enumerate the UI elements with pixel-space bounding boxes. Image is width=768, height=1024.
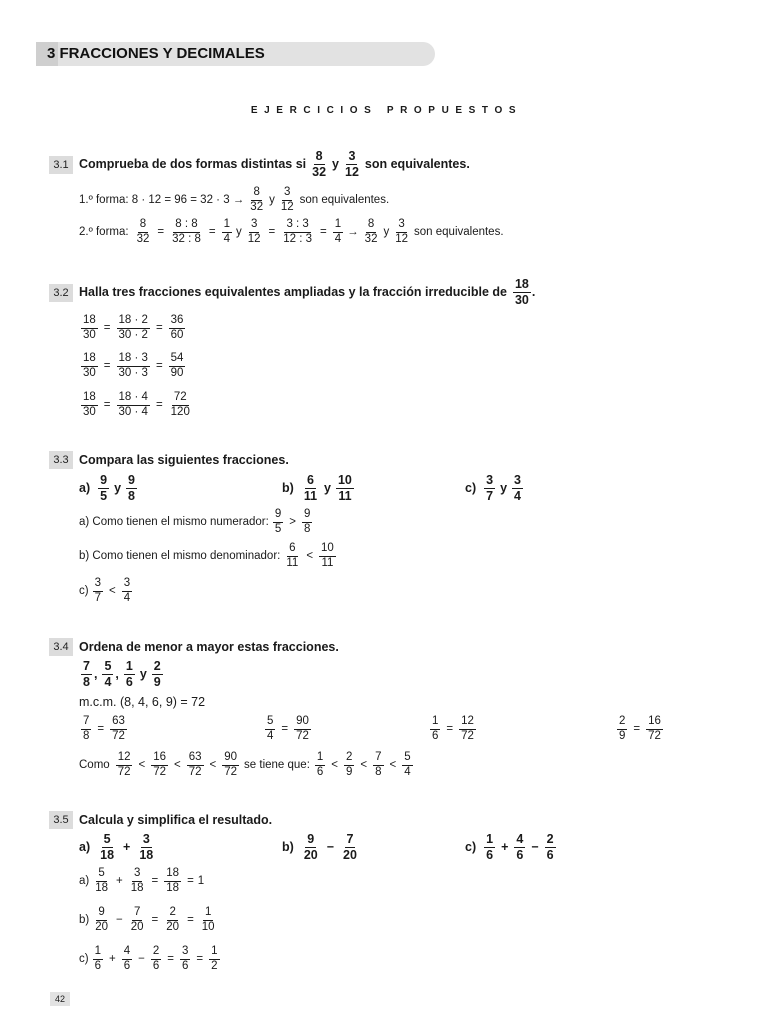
math-operator: = — [320, 226, 327, 238]
numerator: 3 — [396, 219, 406, 233]
numerator: 8 — [315, 149, 323, 163]
converted-fraction — [428, 716, 478, 742]
math-operator: + — [116, 875, 123, 887]
math-operator: − — [326, 840, 335, 854]
math-operator: = — [155, 322, 163, 334]
fraction — [302, 474, 319, 502]
numerator: 5 — [265, 716, 275, 730]
numerator: 12 — [116, 752, 133, 766]
solution-line: 1.º forma: 8 · 12 = 96 = 32 · 3 → $\frac{8}{32}$ y $\frac{3}{12}$ son equivalentes. — [79, 186, 390, 213]
fraction — [116, 752, 133, 778]
fraction — [363, 219, 380, 245]
numerator: 36 — [169, 315, 186, 329]
numerator: 8 : 8 — [173, 219, 199, 233]
fraction — [117, 392, 150, 418]
fraction — [265, 716, 275, 742]
denominator: 12 — [280, 200, 294, 213]
numerator: 9 — [273, 509, 283, 523]
denominator: 20 — [166, 920, 180, 933]
fraction — [81, 353, 98, 379]
numerator: 2 — [344, 752, 354, 766]
fraction — [180, 946, 190, 972]
denominator: 11 — [303, 488, 318, 503]
math-operator: = — [196, 953, 204, 965]
denominator: 20 — [303, 847, 318, 862]
denominator: 12 : 3 — [283, 232, 313, 245]
math-operator: = — [633, 723, 641, 735]
math-operator: + — [123, 840, 131, 854]
math-operator: = — [103, 322, 111, 334]
denominator: 18 — [139, 847, 154, 862]
numerator: 8 — [366, 219, 376, 233]
numerator: 3 — [486, 473, 494, 487]
denominator: 6 — [516, 847, 524, 862]
fraction — [169, 315, 186, 341]
exercise-number: 3.1 — [49, 156, 73, 174]
equivalence-row — [79, 392, 194, 418]
numerator: 9 — [100, 473, 108, 487]
denominator: 4 — [223, 232, 230, 245]
math-operator: < — [389, 759, 397, 771]
fraction — [164, 907, 181, 933]
numerator: 8 — [251, 187, 261, 201]
answer-b: b) Como tienen el mismo denominador: $\frac{6}{11}$ < $\frac{10}{11}$ — [79, 542, 334, 569]
denominator: 72 — [112, 729, 125, 742]
numerator: 1 — [125, 659, 133, 673]
fraction — [315, 752, 325, 778]
numerator: 2 — [546, 832, 554, 846]
numerator: 18 · 4 — [117, 392, 150, 406]
denominator: 8 — [83, 729, 90, 742]
math-operator: < — [174, 759, 181, 771]
denominator: 4 — [267, 729, 274, 742]
denominator: 30 — [83, 405, 96, 418]
denominator: 7 — [94, 591, 101, 604]
denominator: 8 — [128, 488, 135, 503]
denominator: 32 — [312, 164, 327, 179]
math-operator: − — [531, 840, 539, 854]
denominator: 6 — [123, 959, 131, 972]
fraction — [222, 752, 239, 778]
denominator: 72 — [224, 765, 238, 778]
math-operator: = — [103, 360, 111, 372]
fraction — [513, 278, 531, 306]
math-operator: = — [446, 723, 454, 735]
answer-a: a) Como tienen el mismo numerador: $\frac{9}{5}$ > $\frac{9}{8}$ — [79, 508, 311, 535]
numerator: 3 — [180, 946, 190, 960]
numerator: 90 — [294, 716, 311, 730]
denominator: 20 — [130, 920, 144, 933]
fraction — [430, 716, 440, 742]
fraction — [222, 219, 232, 245]
numerator: 18 · 3 — [117, 353, 150, 367]
denominator: 5 — [100, 488, 108, 503]
math-operator: = — [97, 723, 105, 735]
denominator: 32 — [250, 200, 264, 213]
denominator: 10 — [201, 920, 215, 933]
denominator: 11 — [338, 488, 352, 503]
solution-c: c) $\frac{1}{6}$ + $\frac{4}{6}$ − $\frac{2}{6}$ = $\frac{3}{6}$ = $\frac{1}{2}$ — [79, 945, 218, 972]
numerator: 6 — [287, 543, 297, 557]
numerator: 1 — [333, 219, 343, 233]
fraction — [319, 543, 336, 569]
denominator: 6 — [94, 959, 101, 972]
numerator: 3 — [132, 868, 142, 882]
numerator: 2 — [167, 907, 177, 921]
numerator: 9 — [307, 832, 315, 846]
equivalence-row — [79, 315, 187, 341]
numerator: 3 : 3 — [284, 219, 310, 233]
denominator: 18 — [166, 881, 180, 894]
fraction — [81, 716, 91, 742]
math-operator: = — [187, 875, 194, 887]
problem-b: b) $\frac{9}{20}$ − $\frac{7}{20}$ — [282, 832, 357, 862]
fraction — [117, 315, 150, 341]
problem-c: c) $\frac{3}{7}$ y $\frac{3}{4}$ — [465, 473, 521, 503]
math-operator: = — [208, 226, 216, 238]
numerator: 3 — [282, 187, 292, 201]
numerator: 63 — [110, 716, 127, 730]
fraction — [200, 907, 217, 933]
math-operator: > — [289, 516, 296, 528]
numerator: 7 — [346, 832, 354, 846]
fraction — [281, 219, 314, 245]
numerator: 4 — [122, 946, 132, 960]
numerator: 18 · 2 — [117, 315, 150, 329]
fraction — [512, 474, 523, 502]
numerator: 8 — [138, 219, 148, 233]
numerator: 2 — [153, 659, 161, 673]
numerator: 6 — [306, 473, 314, 487]
numerator: 3 — [348, 149, 356, 163]
fraction — [333, 219, 343, 245]
fraction — [129, 907, 146, 933]
fraction — [273, 509, 283, 535]
fraction — [279, 187, 296, 213]
denominator: 32 — [136, 232, 150, 245]
fraction — [514, 833, 525, 861]
fraction-list: $\frac{7}{8}$ , $\frac{5}{4}$ , $\frac{1}{6}$ y $\frac{2}{9}$ — [83, 659, 161, 689]
denominator: 8 — [375, 765, 382, 778]
denominator: 72 — [153, 765, 166, 778]
numerator: 7 — [83, 659, 90, 673]
math-operator: + — [501, 840, 509, 854]
numerator: 3 — [142, 832, 150, 846]
denominator: 6 — [546, 847, 554, 862]
fraction — [484, 474, 495, 502]
fraction — [93, 907, 110, 933]
fraction — [151, 752, 168, 778]
fraction — [126, 474, 137, 502]
numerator: 18 — [514, 277, 529, 291]
denominator: 4 — [514, 488, 521, 503]
math-operator: < — [360, 759, 368, 771]
math-operator: < — [306, 550, 314, 562]
fraction — [122, 946, 132, 972]
numerator: 9 — [302, 509, 312, 523]
fraction — [484, 833, 495, 861]
fraction — [344, 752, 354, 778]
exercise-number: 3.2 — [49, 284, 73, 302]
fraction — [81, 660, 92, 688]
denominator: 20 — [343, 847, 357, 862]
page-number: 42 — [50, 992, 70, 1006]
fraction — [137, 833, 155, 861]
fraction — [617, 716, 627, 742]
denominator: 9 — [153, 674, 161, 689]
exercise-number: 3.3 — [49, 451, 73, 469]
denominator: 72 — [461, 729, 474, 742]
fraction — [81, 315, 98, 341]
denominator: 60 — [170, 328, 184, 341]
numerator: 54 — [169, 353, 186, 367]
denominator: 6 — [181, 959, 189, 972]
denominator: 4 — [334, 232, 342, 245]
numerator: 2 — [617, 716, 627, 730]
fraction — [117, 353, 150, 379]
numerator: 3 — [122, 578, 132, 592]
fraction — [336, 474, 354, 502]
fraction — [169, 392, 192, 418]
fraction — [102, 660, 113, 688]
solution-line: 2.º forma: $\frac{8}{32}$ = $\frac{8 : 8}{32 : 8}$ = $\frac{1}{4}$ y $\frac{3}{12}$ = $\frac{3 : 3}{12 : 3}$ = $\frac{1}{4}$ → $\frac{8}{32}$ y $\frac{3}{12}$ son equivalentes. — [79, 218, 504, 245]
fraction — [81, 392, 98, 418]
fraction — [122, 578, 132, 604]
numerator: 72 — [172, 392, 189, 406]
denominator: 6 — [316, 765, 324, 778]
math-operator: + — [109, 953, 116, 965]
denominator: 30 · 4 — [118, 405, 148, 418]
denominator: 18 — [100, 847, 115, 862]
fraction — [170, 219, 203, 245]
denominator: 20 — [95, 920, 109, 933]
denominator: 6 — [125, 674, 133, 689]
denominator: 6 — [432, 729, 439, 742]
numerator: 2 — [151, 946, 161, 960]
numerator: 1 — [93, 946, 103, 960]
math-operator: = — [103, 399, 111, 411]
numerator: 1 — [203, 907, 213, 921]
numerator: 16 — [646, 716, 663, 730]
converted-fraction — [79, 716, 129, 742]
math-operator: = — [268, 226, 276, 238]
numerator: 10 — [337, 473, 352, 487]
fraction — [135, 219, 152, 245]
ordering-conclusion: Como $\frac{12}{72}$ < $\frac{16}{72}$ < $\frac{63}{72}$ < $\frac{90}{72}$ se tiene que: $\frac{1}{6}$ < $\frac{2}{9}$ < $\frac{7}{8}$ < $\frac{5}{4}$ — [79, 751, 411, 778]
exercise-number: 3.5 — [49, 811, 73, 829]
fraction — [302, 833, 320, 861]
math-operator: − — [138, 953, 145, 965]
fraction — [98, 833, 116, 861]
numerator: 3 — [514, 473, 521, 487]
numerator: 18 — [164, 868, 181, 882]
fraction — [402, 752, 412, 778]
converted-fraction — [615, 716, 665, 742]
solution-b: b) $\frac{9}{20}$ − $\frac{7}{20}$ = $\frac{2}{20}$ = $\frac{1}{10}$ — [79, 906, 215, 933]
numerator: 5 — [402, 752, 412, 766]
denominator: 30 — [83, 328, 96, 341]
denominator: 12 — [345, 164, 359, 179]
math-operator: = — [281, 723, 289, 735]
numerator: 5 — [96, 868, 106, 882]
answer-c: c) $\frac{3}{7}$ < $\frac{3}{4}$ — [79, 577, 131, 604]
denominator: 4 — [404, 765, 411, 778]
math-operator: = — [155, 360, 163, 372]
denominator: 4 — [104, 674, 112, 689]
fraction — [284, 543, 300, 569]
converted-fraction — [263, 716, 313, 742]
numerator: 18 — [81, 353, 98, 367]
fraction — [124, 660, 135, 688]
problem-b: b) $\frac{6}{11}$ y $\frac{10}{11}$ — [282, 473, 352, 503]
denominator: 30 — [514, 292, 529, 307]
numerator: 7 — [81, 716, 91, 730]
denominator: 11 — [286, 556, 299, 569]
fraction — [164, 868, 181, 894]
numerator: 63 — [187, 752, 204, 766]
fraction — [152, 660, 163, 688]
numerator: 18 — [81, 315, 98, 329]
fraction — [187, 752, 204, 778]
denominator: 7 — [486, 488, 494, 503]
math-operator: < — [138, 759, 146, 771]
denominator: 72 — [296, 729, 309, 742]
denominator: 8 — [303, 522, 311, 535]
math-operator: = — [187, 914, 194, 926]
denominator: 6 — [152, 959, 160, 972]
denominator: 30 · 2 — [118, 328, 148, 341]
denominator: 72 — [648, 729, 661, 742]
numerator: 4 — [516, 832, 524, 846]
fraction — [294, 716, 311, 742]
denominator: 9 — [346, 765, 353, 778]
section-subtitle: EJERCICIOS PROPUESTOS — [250, 105, 523, 116]
denominator: 5 — [274, 522, 282, 535]
numerator: 1 — [486, 832, 494, 846]
math-operator: − — [116, 914, 123, 926]
math-operator: < — [331, 759, 339, 771]
exercise-title: Compara las siguientes fracciones. — [79, 453, 289, 467]
denominator: 2 — [211, 959, 218, 972]
fraction — [393, 219, 410, 245]
fraction — [545, 833, 556, 861]
denominator: 90 — [170, 366, 184, 379]
denominator: 30 — [83, 366, 96, 379]
math-operator: < — [109, 585, 116, 597]
exercise-title: Ordena de menor a mayor estas fracciones. — [79, 640, 339, 654]
numerator: 3 — [249, 219, 259, 233]
numerator: 1 — [315, 752, 325, 766]
fraction — [209, 946, 219, 972]
denominator: 6 — [486, 847, 494, 862]
fraction — [646, 716, 663, 742]
fraction — [93, 946, 103, 972]
exercise-title: Halla tres fracciones equivalentes ampliadas y la fracción irreducible de $\frac{18}{30}$ . — [79, 277, 536, 307]
fraction — [343, 150, 361, 178]
denominator: 4 — [123, 591, 131, 604]
fraction — [93, 578, 103, 604]
numerator: 1 — [222, 219, 232, 233]
fraction — [459, 716, 476, 742]
exercise-number: 3.4 — [49, 638, 73, 656]
denominator: 9 — [619, 729, 626, 742]
fraction — [169, 353, 186, 379]
numerator: 9 — [96, 907, 106, 921]
denominator: 18 — [130, 881, 144, 894]
exercise-title: Calcula y simplifica el resultado. — [79, 813, 273, 827]
numerator: 5 — [103, 832, 111, 846]
math-operator: = — [151, 914, 159, 926]
denominator: 30 · 3 — [118, 366, 148, 379]
math-operator: = — [155, 399, 163, 411]
numerator: 5 — [104, 659, 112, 673]
numerator: 16 — [151, 752, 168, 766]
numerator: 3 — [93, 578, 103, 592]
denominator: 32 : 8 — [172, 232, 201, 245]
fraction — [248, 187, 265, 213]
fraction — [310, 150, 328, 178]
denominator: 32 — [364, 232, 378, 245]
denominator: 72 — [188, 765, 202, 778]
chapter-title: 3 FRACCIONES Y DECIMALES — [47, 45, 265, 62]
fraction — [373, 752, 383, 778]
denominator: 120 — [170, 405, 190, 418]
problem-c: c) $\frac{1}{6}$ + $\frac{4}{6}$ − $\frac{2}{6}$ — [465, 832, 554, 862]
fraction — [98, 474, 109, 502]
fraction — [341, 833, 359, 861]
numerator: 9 — [128, 473, 135, 487]
fraction — [151, 946, 161, 972]
fraction — [302, 509, 312, 535]
numerator: 7 — [132, 907, 142, 921]
numerator: 1 — [430, 716, 440, 730]
fraction — [246, 219, 263, 245]
numerator: 7 — [373, 752, 383, 766]
denominator: 8 — [83, 674, 90, 689]
exercise-title: Comprueba de dos formas distintas si $\frac{8}{32}$ y $\frac{3}{12}$ son equivalentes. — [79, 149, 470, 179]
math-operator: = — [157, 226, 165, 238]
denominator: 12 — [395, 232, 409, 245]
problem-a: a) $\frac{5}{18}$ + $\frac{3}{18}$ — [79, 832, 154, 862]
problem-a: a) $\frac{9}{5}$ y $\frac{9}{8}$ — [79, 473, 135, 503]
math-operator: < — [209, 759, 217, 771]
denominator: 18 — [95, 881, 109, 894]
denominator: 11 — [321, 556, 334, 569]
numerator: 90 — [222, 752, 239, 766]
denominator: 12 — [247, 232, 261, 245]
fraction — [93, 868, 110, 894]
equivalence-row — [79, 353, 187, 379]
fraction — [129, 868, 146, 894]
fraction — [110, 716, 127, 742]
lcm-line: m.c.m. (8, 4, 6, 9) = 72 — [79, 695, 206, 709]
numerator: 18 — [81, 392, 98, 406]
numerator: 1 — [209, 946, 219, 960]
math-operator: = — [167, 953, 174, 965]
numerator: 12 — [459, 716, 476, 730]
solution-a: a) $\frac{5}{18}$ + $\frac{3}{18}$ = $\frac{18}{18}$ = 1 — [79, 867, 205, 894]
numerator: 10 — [319, 543, 336, 557]
math-operator: = — [151, 875, 159, 887]
denominator: 72 — [117, 765, 131, 778]
